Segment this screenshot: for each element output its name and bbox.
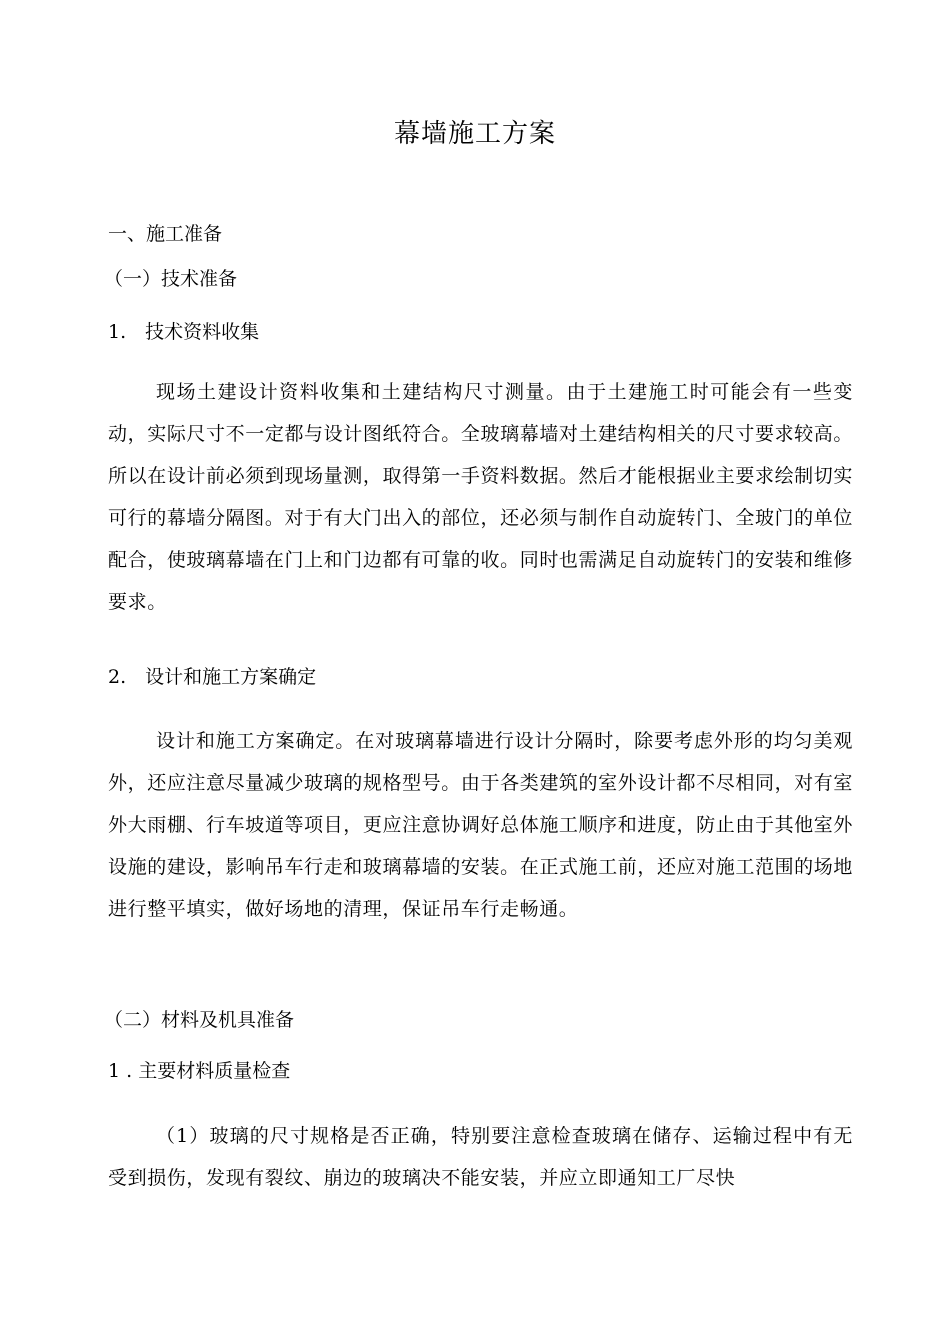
section-heading-preparation: 一、施工准备: [108, 223, 223, 245]
paragraph-design-plan: 设计和施工方案确定。在对玻璃幕墙进行设计分隔时，除要考虑外形的均匀美观外，还应注意尽量减少玻璃的规格型号。由于各类建筑的室外设计都不尽相同，对有室外大雨棚、行车坡道等项目，更应注意协调好总体施工顺序和进度，防止由于其他室外设施的建设，影响吊车行走和玻璃幕墙的安装。在正式施工前，还应对施工范围的场地进行整平填实，做好场地的清理，保证吊车行走畅通。: [108, 730, 853, 920]
paragraph-material-inspection: （1）玻璃的尺寸规格是否正确，特别要注意检查玻璃在储存、运输过程中有无受到损伤，发现有裂纹、崩边的玻璃决不能安装，并应立即通知工厂尽快: [108, 1125, 853, 1189]
item-heading-data-collection: 1. 技术资料收集: [108, 321, 260, 343]
document-title: 幕墙施工方案: [393, 119, 556, 149]
item-heading-design-plan: 2. 设计和施工方案确定: [108, 666, 317, 688]
item-heading-material-inspection: 1 . 主要材料质量检查: [108, 1060, 291, 1082]
paragraph-data-collection: 现场土建设计资料收集和土建结构尺寸测量。由于土建施工时可能会有一些变动，实际尺寸不一定都与设计图纸符合。全玻璃幕墙对土建结构相关的尺寸要求较高。所以在设计前必须到现场量测，取得第一手资料数据。然后才能根据业主要求绘制切实可行的幕墙分隔图。对于有大门出入的部位，还必须与制作自动旋转门、全玻门的单位配合，使玻璃幕墙在门上和门边都有可靠的收。同时也需满足自动旋转门的安装和维修要求。: [108, 381, 853, 613]
subsection-heading-technical: （一）技术准备: [104, 268, 238, 290]
subsection-heading-materials: （二）材料及机具准备: [104, 1009, 295, 1031]
